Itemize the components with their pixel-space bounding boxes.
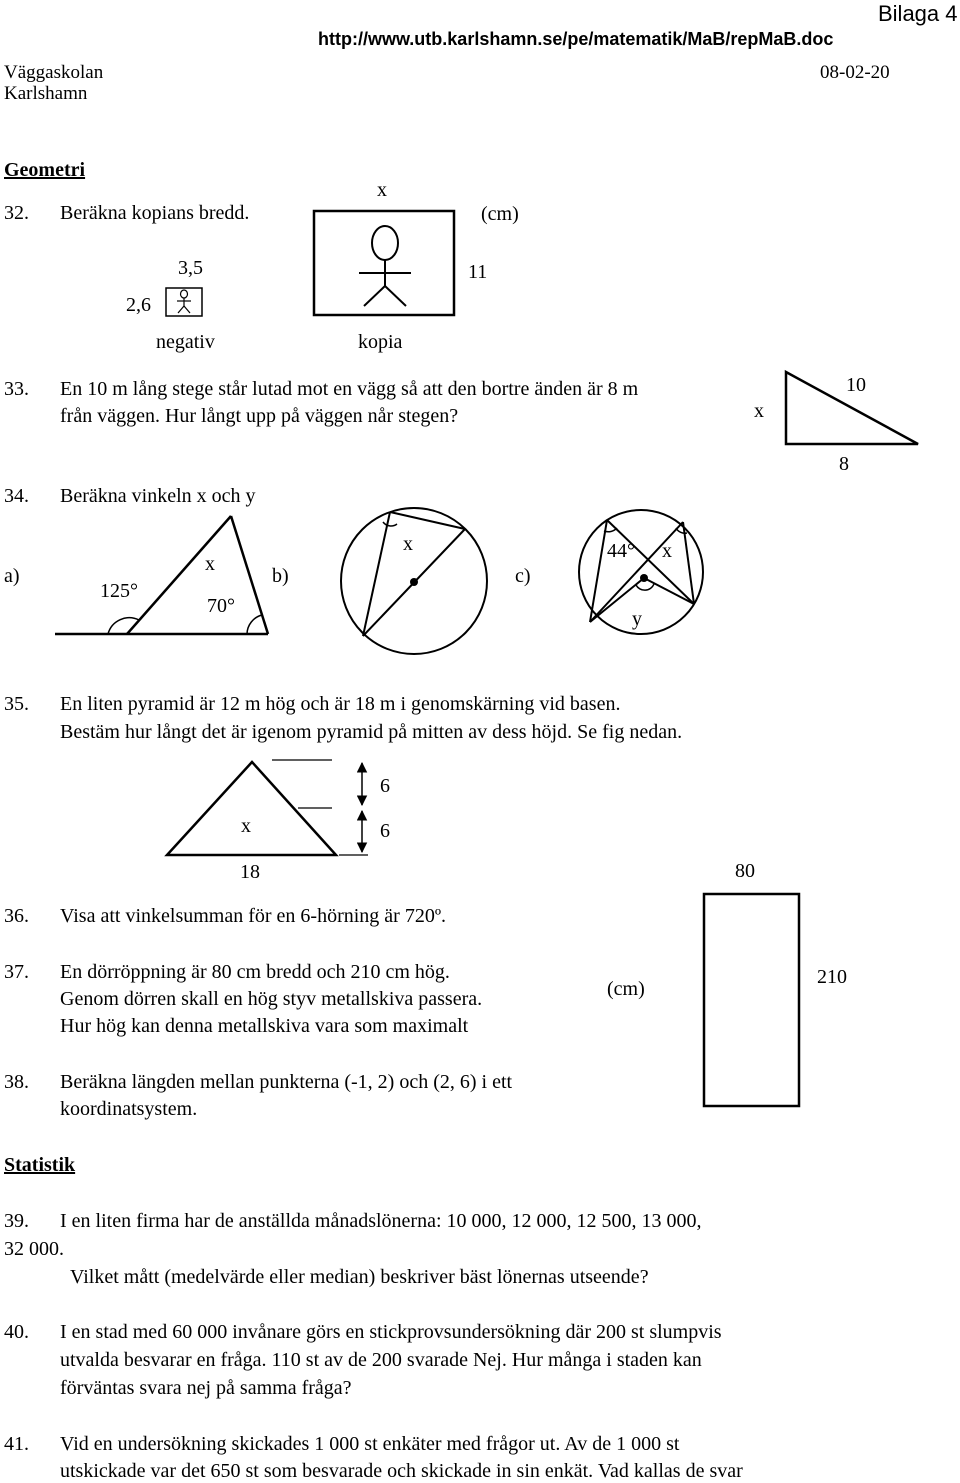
copy-stick-figure (359, 226, 411, 306)
q34-text: Beräkna vinkeln x och y (60, 485, 256, 507)
q35-base-label: 18 (240, 861, 260, 883)
section-heading-statistik: Statistik (4, 1154, 76, 1176)
q37-height-label: 210 (817, 966, 847, 988)
q34a-right-side (231, 516, 268, 634)
q34b-label: b) (272, 565, 289, 587)
q34a-x-label: x (205, 553, 215, 575)
q40-line3: förväntas svara nej på samma fråga? (60, 1377, 352, 1399)
q36-text: Visa att vinkelsumman för en 6-hörning är 720º. (60, 905, 447, 927)
q35-x-label: x (241, 815, 251, 837)
q34a-label: a) (4, 565, 20, 587)
q40-line1: I en stad med 60 000 invånare görs en stickprovsundersökning där 200 st slumpvis (60, 1321, 722, 1343)
q34b-center-dot (410, 578, 418, 586)
document-url: http://www.utb.karlshamn.se/pe/matematik/MaB/repMaB.doc (318, 29, 834, 49)
q33-figure (754, 372, 918, 475)
bilaga-label: Bilaga 4 (878, 1, 958, 26)
q33-hyp-label: 10 (846, 374, 866, 396)
q39-line1: I en liten firma har de anställda månadslönerna: 10 000, 12 000, 12 500, 13 000, (60, 1210, 702, 1232)
q34b-x-label: x (403, 533, 413, 555)
school-name: Väggaskolan (4, 62, 104, 83)
q34a-angle-arc (247, 615, 262, 634)
q39-line3: Vilket mått (medelvärde eller median) beskriver bäst lönernas utseende? (70, 1266, 649, 1288)
q41-number: 41. (4, 1433, 29, 1455)
q40-line2: utvalda besvarar en fråga. 110 st av de 200 svarade Nej. Hur många i staden kan (60, 1349, 702, 1371)
q36-number: 36. (4, 905, 29, 927)
q34c-arc3 (636, 584, 654, 590)
q34c-x-label: x (662, 540, 672, 562)
q34c-line4 (683, 522, 694, 604)
q34b-figure (272, 508, 487, 654)
header-date: 08-02-20 (820, 62, 890, 83)
q32-text: Beräkna kopians bredd. (60, 202, 250, 224)
q34a-figure (4, 516, 268, 634)
q38-line1: Beräkna längden mellan punkterna (-1, 2) och (2, 6) i ett (60, 1071, 513, 1093)
q33-number: 33. (4, 378, 29, 400)
q33-line2: från väggen. Hur långt upp på väggen når stegen? (60, 405, 459, 427)
q34b-angle-arc (383, 522, 397, 526)
q34c-figure (515, 510, 703, 634)
q34c-center-dot (640, 574, 648, 582)
q35-line1: En liten pyramid är 12 m hög och är 18 m i genomskärning vid basen. (60, 693, 621, 715)
q35-figure (167, 760, 390, 883)
q41-line1: Vid en undersökning skickades 1 000 st enkäter med frågor ut. Av de 1 000 st (60, 1433, 680, 1455)
q34c-y-label: y (632, 608, 642, 630)
q34a-angle-label: 70° (207, 595, 235, 617)
q35-upper-height-label: 6 (380, 775, 390, 797)
q32-kopia-label: kopia (358, 331, 403, 353)
q33-x-label: x (754, 400, 764, 422)
q35-line2: Bestäm hur långt det är igenom pyramid på mitten av dess höjd. Se fig nedan. (60, 721, 683, 743)
q32-copy-height-label: 11 (468, 261, 488, 283)
q33-base-label: 8 (839, 453, 849, 475)
q34b-chord-left (363, 512, 390, 636)
q38-number: 38. (4, 1071, 29, 1093)
q39-line2: 32 000. (4, 1238, 64, 1260)
q37-line3: Hur hög kan denna metallskiva vara som maximalt (60, 1015, 469, 1037)
q37-figure (607, 860, 847, 1106)
q34a-ext-angle: 125° (100, 580, 138, 602)
q37-unit-label: (cm) (607, 978, 645, 1000)
q33-line1: En 10 m lång stege står lutad mot en vägg så att den bortre änden är 8 m (60, 378, 639, 400)
q38-line2: koordinatsystem. (60, 1098, 198, 1120)
q35-lower-height-label: 6 (380, 820, 390, 842)
q41-line2: utskickade var det 650 st som besvarade och skickade in sin enkät. Vad kallas de svar (60, 1460, 743, 1482)
q37-line2: Genom dörren skall en hög styv metallskiva passera. (60, 988, 483, 1010)
q34-number: 34. (4, 485, 29, 507)
section-heading-geometri: Geometri (4, 159, 86, 181)
q34c-label: c) (515, 565, 531, 587)
q32-figure (126, 179, 519, 353)
q32-unit-label: (cm) (481, 203, 519, 225)
q40-number: 40. (4, 1321, 29, 1343)
q37-number: 37. (4, 961, 29, 983)
door-rectangle (704, 894, 799, 1106)
q37-width-label: 80 (735, 860, 755, 882)
q37-line1: En dörröppning är 80 cm bredd och 210 cm hög. (60, 961, 450, 983)
q32-negativ-label: negativ (156, 331, 215, 353)
q32-number: 32. (4, 202, 29, 224)
negative-stick-figure (177, 290, 191, 313)
q32-neg-width-label: 3,5 (178, 257, 203, 279)
q34c-radius2 (644, 578, 694, 604)
q34c-angle-label: 44° (607, 540, 635, 562)
q32-neg-height-label: 2,6 (126, 294, 151, 316)
q39-number: 39. (4, 1210, 29, 1232)
q32-x-label: x (377, 179, 387, 201)
q35-number: 35. (4, 693, 29, 715)
city-name: Karlshamn (4, 83, 88, 104)
